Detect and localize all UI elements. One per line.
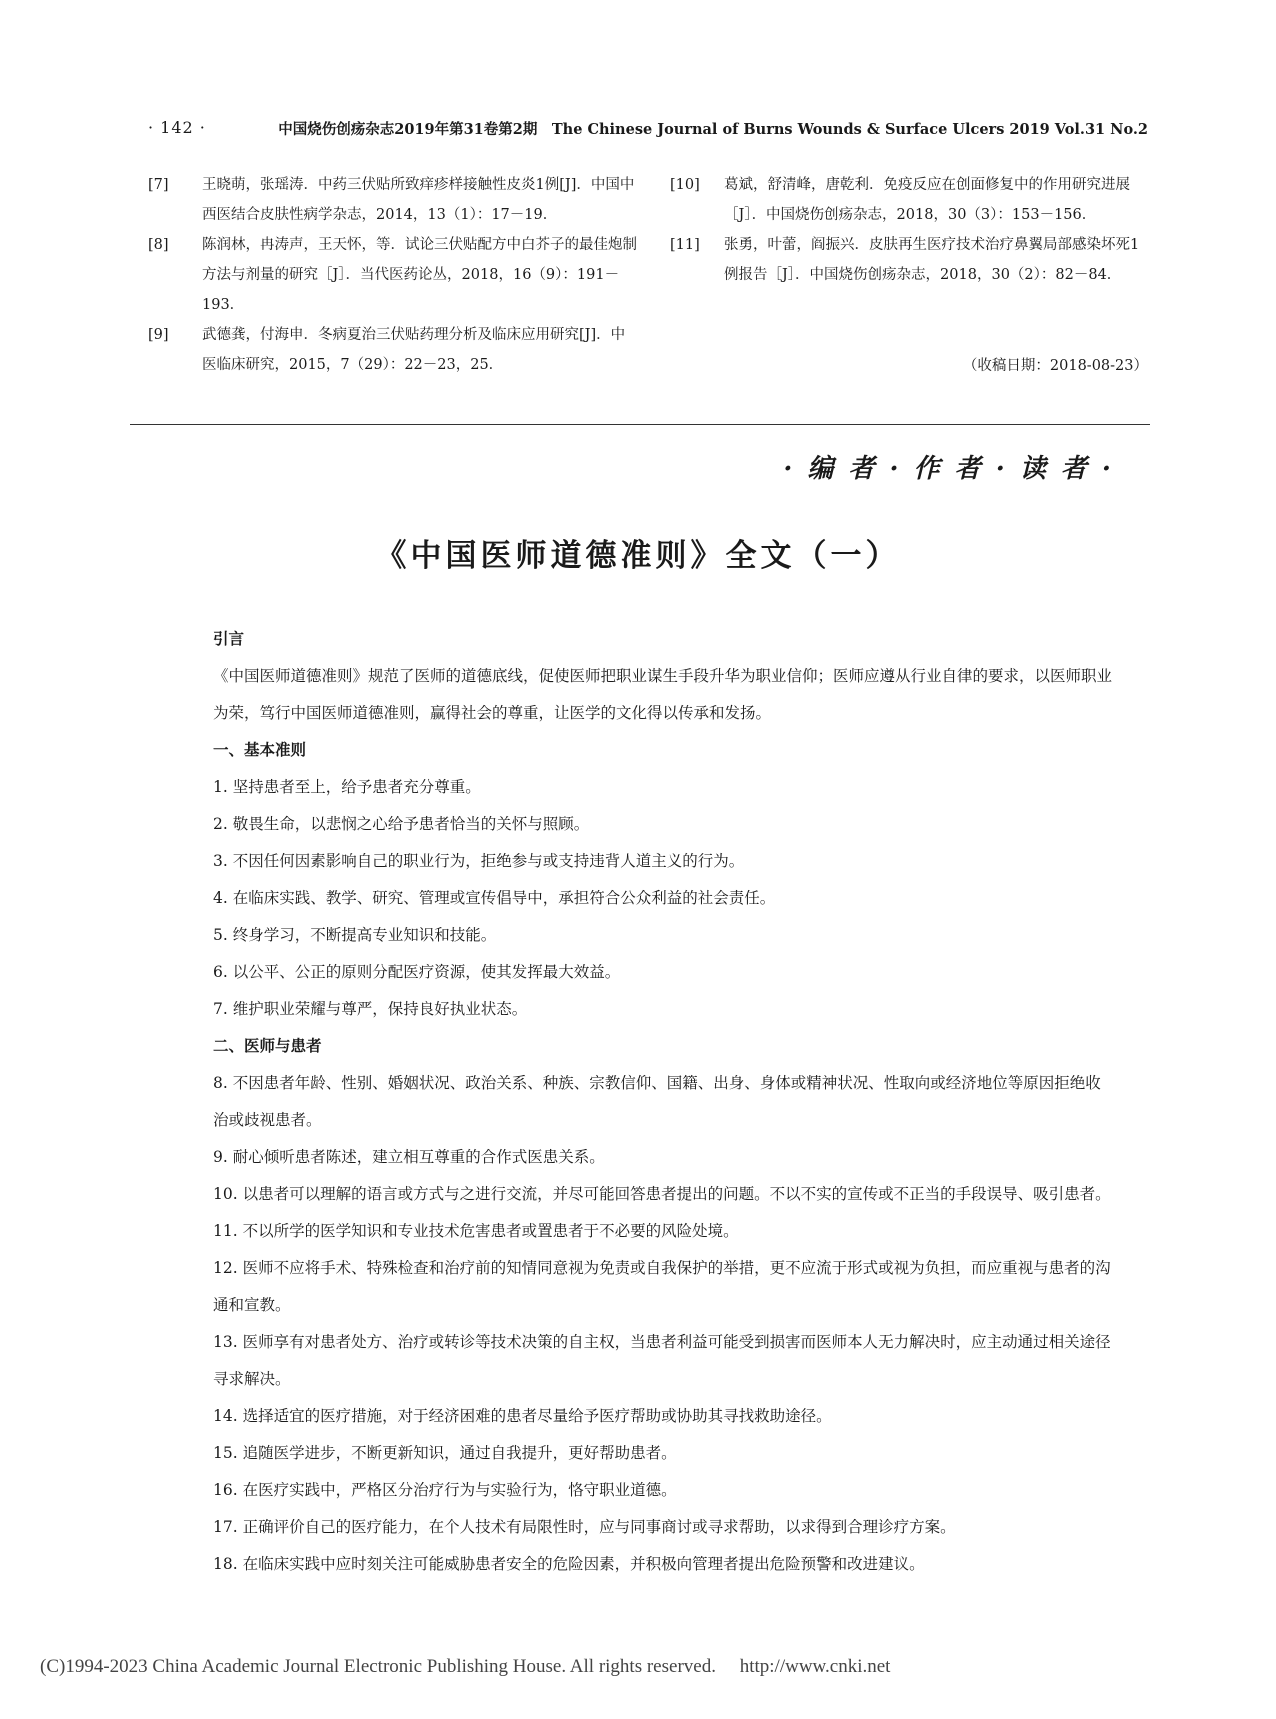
intro-heading: 引言 [213,630,245,648]
list-item: 11. 不以所学的医学知识和专业技术危害患者或置患者于不必要的风险处境。 [213,1222,739,1240]
list-item: 13. 医师享有对患者处方、治疗或转诊等技术决策的自主权，当患者利益可能受到损害而医师本人无力解决时，应主动通过相关途径寻求解决。 [213,1333,1111,1388]
reference-text: 武德龚，付海申．冬病夏治三伏贴药理分析及临床应用研究[J]．中医临床研究，2015，7（29）：22－23，25． [202,327,626,373]
column-label: · 编 者 · 作 者 · 读 者 · [783,454,1114,484]
reference-text: 张勇，叶蕾，阎振兴．皮肤再生医疗技术治疗鼻翼局部感染坏死1例报告［J］．中国烧伤创疡杂志，2018，30（2）：82－84． [724,237,1140,283]
reference-item [148,170,638,230]
list-item: 3. 不因任何因素影响自己的职业行为，拒绝参与或支持违背人道主义的行为。 [213,852,745,870]
list-item: 10. 以患者可以理解的语言或方式与之进行交流，并尽可能回答患者提出的问题。不以不实的宣传或不正当的手段误导、吸引患者。 [213,1185,1111,1203]
reference-item [148,320,638,380]
reference-item [148,230,638,320]
article-title: 《中国医师道德准则》全文（一） [375,538,901,574]
list-item: 7. 维护职业荣耀与尊严，保持良好执业状态。 [213,1000,528,1018]
list-item: 1. 坚持患者至上，给予患者充分尊重。 [213,778,481,796]
reference-item [670,170,1150,230]
running-header [148,118,1148,144]
section-divider [130,424,1150,425]
list-item: 6. 以公平、公正的原则分配医疗资源，使其发挥最大效益。 [213,963,621,981]
journal-title-line: 中国烧伤创疡杂志2019年第31卷第2期 The Chinese Journal of Burns Wounds & Surface Ulcers 2019 Vol.31 No.2 [278,121,1148,138]
intro-paragraph: 《中国医师道德准则》规范了医师的道德底线，促使医师把职业谋生手段升华为职业信仰；医师应遵从行业自律的要求，以医师职业为荣，笃行中国医师道德准则，赢得社会的尊重，让医学的文化得以传承和发扬。 [213,667,1113,722]
reference-number: [10] [670,177,700,193]
list-item: 14. 选择适宜的医疗措施，对于经济困难的患者尽量给予医疗帮助或协助其寻找救助途径。 [213,1407,832,1425]
references-left-column [148,170,638,380]
reference-number: [9] [148,327,169,343]
list-item: 4. 在临床实践、教学、研究、管理或宣传倡导中，承担符合公众利益的社会责任。 [213,889,776,907]
list-item: 17. 正确评价自己的医疗能力，在个人技术有局限性时，应与同事商讨或寻求帮助，以求得到合理诊疗方案。 [213,1518,956,1536]
copyright-footer: (C)1994-2023 China Academic Journal Electronic Publishing House. All rights reserved. http://www.cnki.net [40,1656,891,1677]
reference-number: [8] [148,237,169,253]
list-item: 15. 追随医学进步，不断更新知识，通过自我提升，更好帮助患者。 [213,1444,677,1462]
page-number: · 142 · [148,118,206,137]
list-item: 12. 医师不应将手术、特殊检查和治疗前的知情同意视为免责或自我保护的举措，更不应流于形式或视为负担，而应重视与患者的沟通和宣教。 [213,1259,1111,1314]
reference-number: [7] [148,177,169,193]
reference-item [670,230,1150,290]
received-date: （收稿日期：2018-08-23） [962,358,1148,374]
list-item: 9. 耐心倾听患者陈述，建立相互尊重的合作式医患关系。 [213,1148,605,1166]
reference-text: 陈润林，冉涛声，王天怀，等．试论三伏贴配方中白芥子的最佳炮制方法与剂量的研究［J］．当代医药论丛，2018，16（9）：191－193． [202,237,637,313]
list-item: 2. 敬畏生命，以悲悯之心给予患者恰当的关怀与照顾。 [213,815,590,833]
list-item: 16. 在医疗实践中，严格区分治疗行为与实验行为，恪守职业道德。 [213,1481,677,1499]
section-heading: 一、基本准则 [213,741,307,759]
article-body [213,621,1113,1583]
list-item: 18. 在临床实践中应时刻关注可能威胁患者安全的危险因素，并积极向管理者提出危险预警和改进建议。 [213,1555,925,1573]
reference-number: [11] [670,237,700,253]
list-item: 8. 不因患者年龄、性别、婚姻状况、政治关系、种族、宗教信仰、国籍、出身、身体或精神状况、性取向或经济地位等原因拒绝收治或歧视患者。 [213,1074,1101,1129]
reference-text: 王晓萌，张瑶涛．中药三伏贴所致痒疹样接触性皮炎1例[J]．中国中西医结合皮肤性病学杂志，2014，13（1）：17－19． [202,177,635,223]
list-item: 5. 终身学习，不断提高专业知识和技能。 [213,926,497,944]
references-right-column [670,170,1150,290]
reference-text: 葛斌，舒清峰，唐乾利．免疫反应在创面修复中的作用研究进展［J］．中国烧伤创疡杂志，2018，30（3）：153－156． [724,177,1130,223]
section-heading: 二、医师与患者 [213,1037,322,1055]
